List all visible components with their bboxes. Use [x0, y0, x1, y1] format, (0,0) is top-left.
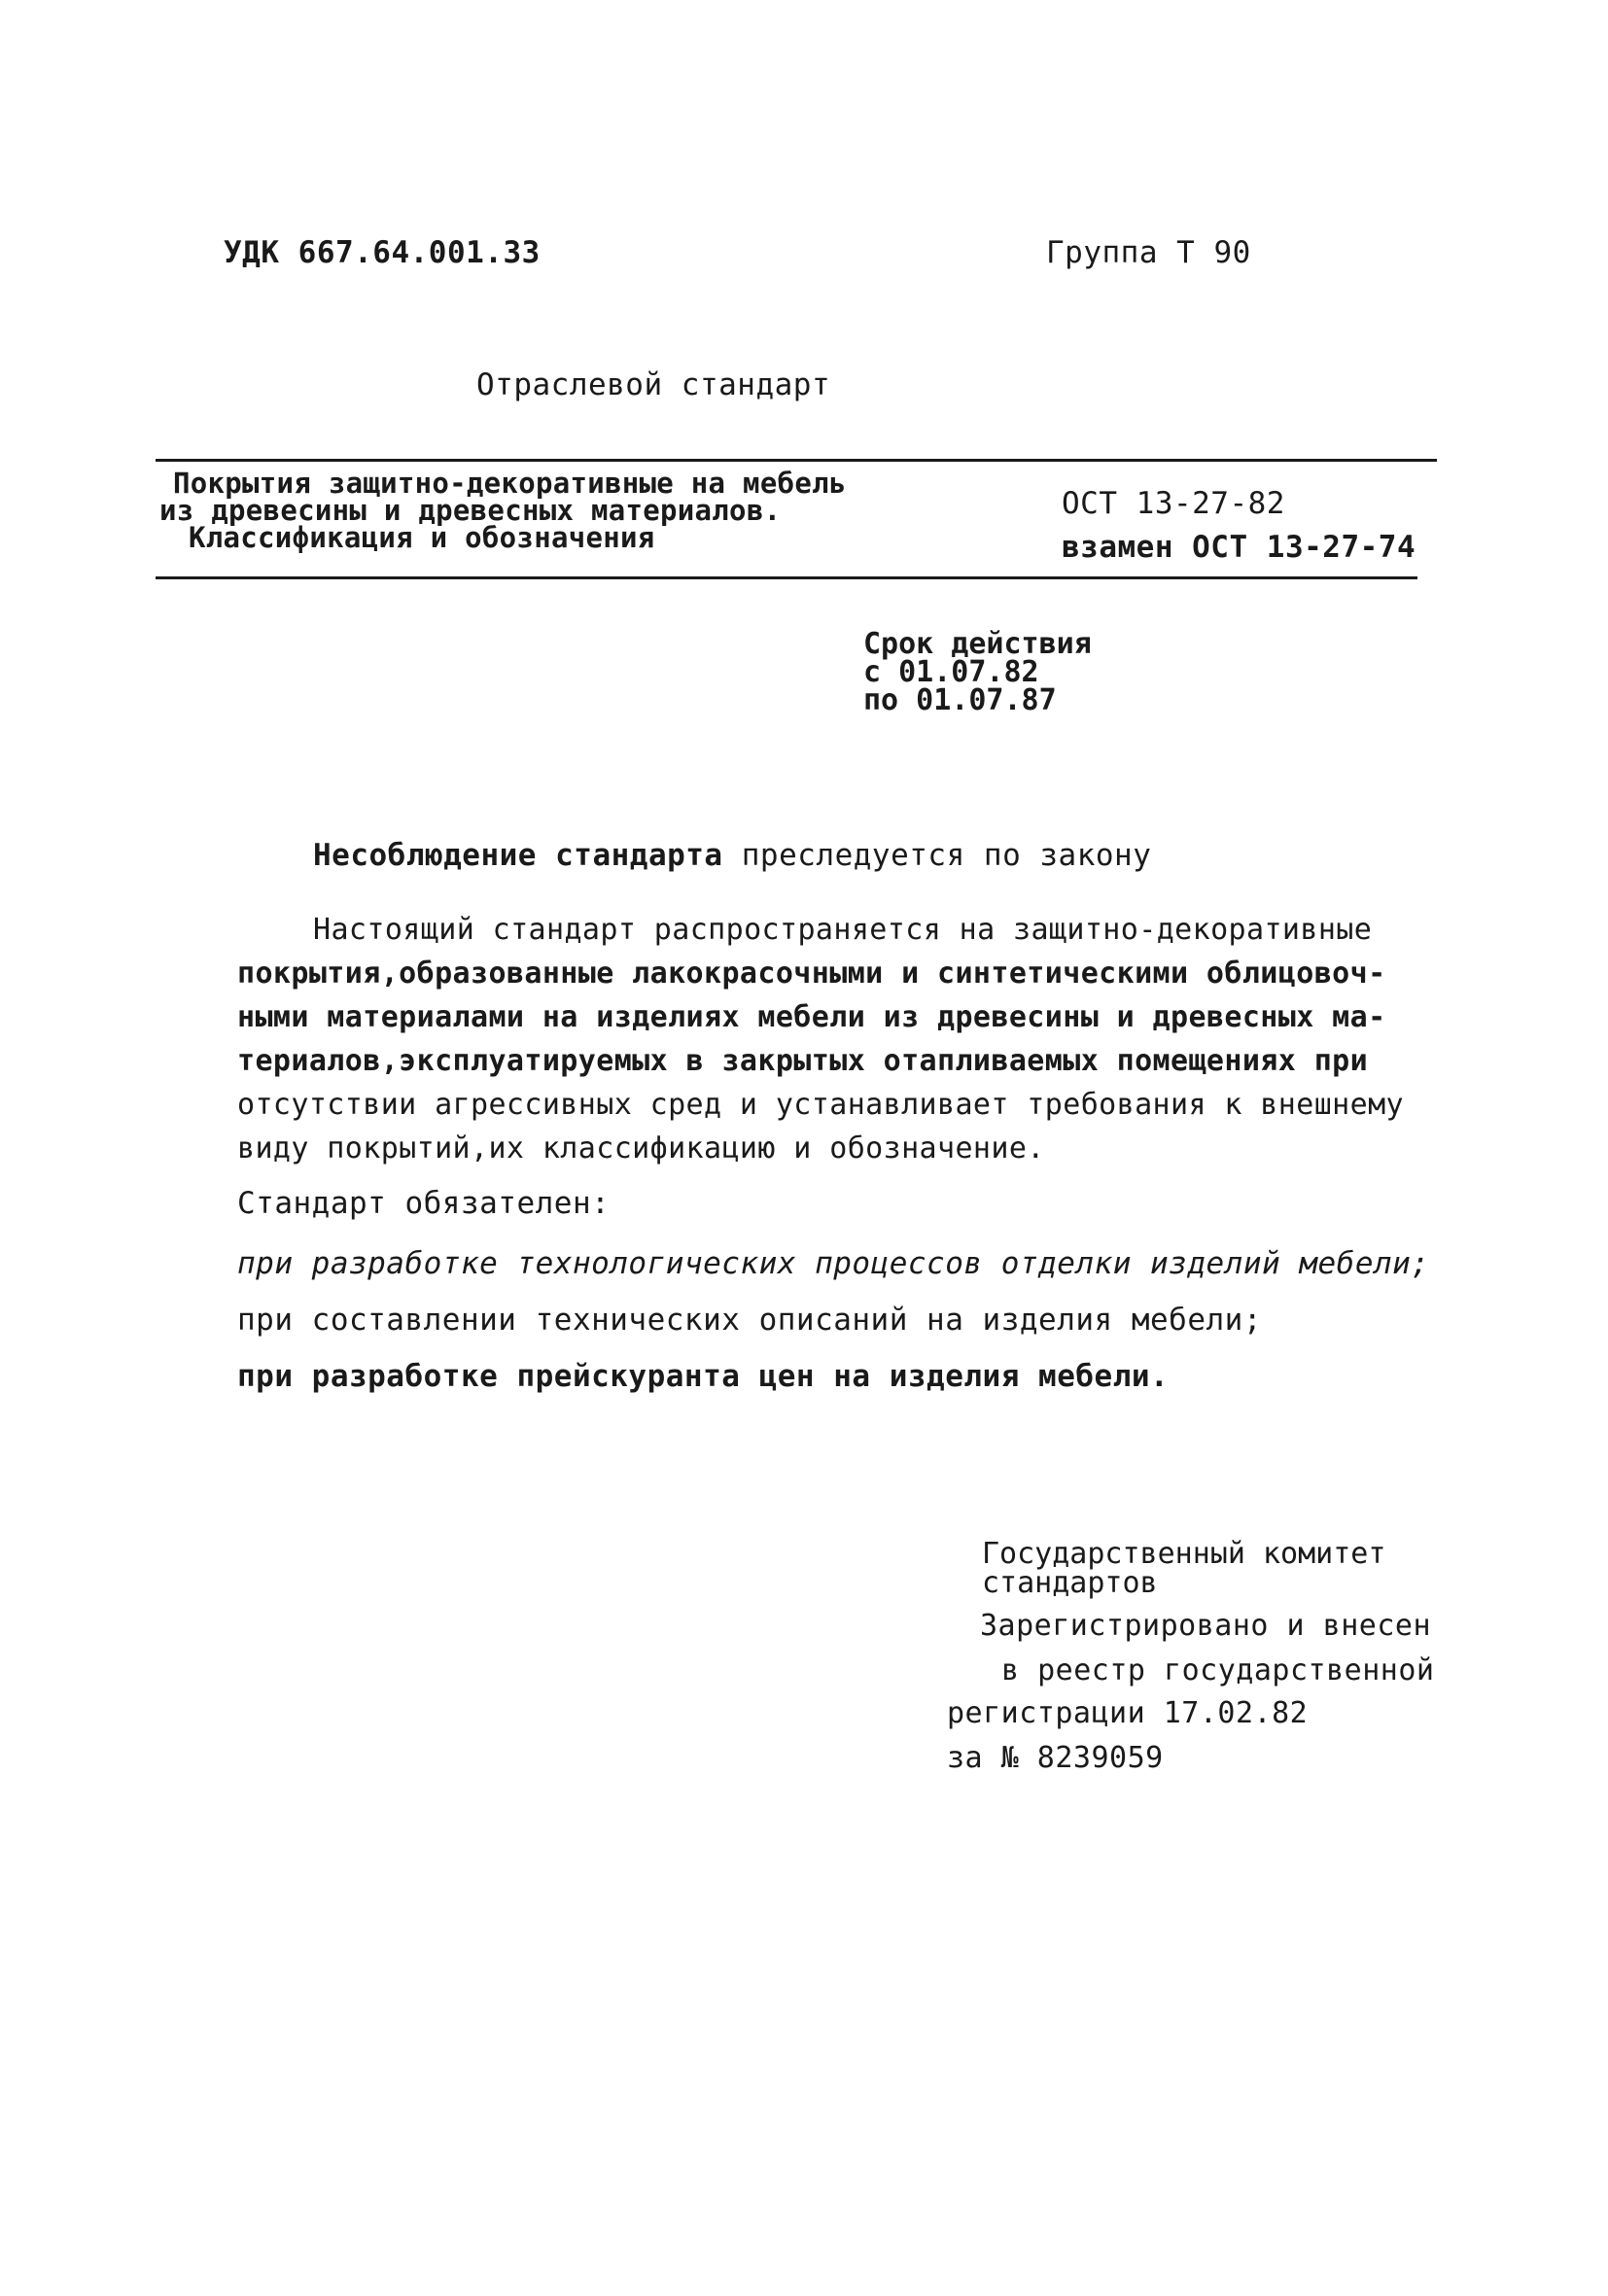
- udk-code: УДК 667.64.001.33: [224, 235, 541, 270]
- registration-line: в реестр государственной: [1001, 1653, 1435, 1687]
- validity-block: [863, 627, 1092, 717]
- scope-line: отсутствии агрессивных сред и устанавливает требования к внешнему: [237, 1088, 1404, 1122]
- legal-warning: [313, 838, 1151, 873]
- scope-line: Настоящий стандарт распространяется на защитно-декоративные: [313, 913, 1373, 947]
- registration-line: Зарегистрировано и внесен: [980, 1609, 1432, 1643]
- scope-line: ными материалами на изделиях мебели из древесины и древесных ма-: [237, 1000, 1386, 1034]
- mandatory-item: при разработке технологических процессов отделки изделий мебели;: [237, 1246, 1430, 1281]
- scope-line: виду покрытий,их классификацию и обозначение.: [237, 1131, 1045, 1165]
- bottom-rule: [156, 576, 1417, 579]
- validity-label: Срок действия: [863, 627, 1092, 661]
- title-block: [159, 467, 912, 554]
- scope-line: териалов,эксплуатируемых в закрытых отапливаемых помещениях при: [237, 1044, 1369, 1078]
- group-code: Группа Т 90: [1046, 235, 1251, 270]
- legal-warning-rest: преследуется по закону: [722, 838, 1152, 873]
- registration-line: стандартов: [982, 1566, 1158, 1600]
- legal-warning-bold: Несоблюдение стандарта: [313, 838, 723, 873]
- doc-kind: Отраслевой стандарт: [476, 367, 831, 402]
- replaces-code: взамен ОСТ 13-27-74: [1062, 530, 1416, 565]
- validity-to: по 01.07.87: [863, 683, 1057, 717]
- title-line: Покрытия защитно-декоративные на мебель: [173, 467, 847, 500]
- mandatory-item: при составлении технических описаний на изделия мебели;: [237, 1303, 1262, 1338]
- top-rule: [156, 459, 1437, 462]
- scope-line: покрытия,образованные лакокрасочными и синтетическими облицовоч-: [237, 957, 1386, 991]
- registration-line: регистрации 17.02.82: [947, 1696, 1309, 1730]
- standard-code: ОСТ 13-27-82: [1062, 486, 1285, 521]
- mandatory-heading: Стандарт обязателен:: [237, 1186, 611, 1221]
- validity-from: с 01.07.82: [863, 655, 1039, 689]
- mandatory-item: при разработке прейскуранта цен на изделия мебели.: [237, 1359, 1170, 1394]
- registration-line: Государственный комитет: [982, 1537, 1386, 1571]
- registration-block: [982, 1537, 1386, 1600]
- scope-paragraph: [237, 908, 1404, 1170]
- title-line: из древесины и древесных материалов.: [159, 494, 782, 527]
- registration-line: за № 8239059: [947, 1741, 1164, 1775]
- title-line: Классификация и обозначения: [189, 521, 655, 554]
